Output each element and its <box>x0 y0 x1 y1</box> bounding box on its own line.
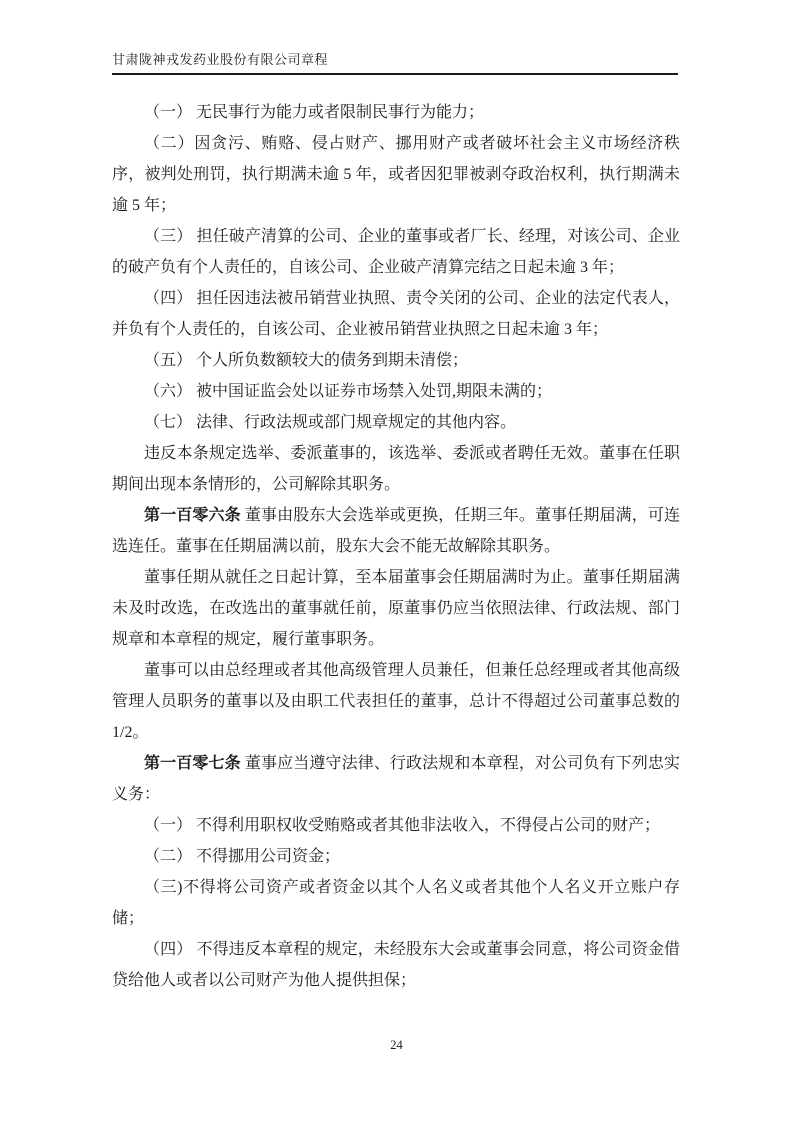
clause-item <box>112 810 680 841</box>
paragraph-text: 董事可以由总经理或者其他高级管理人员兼任，但兼任总经理或者其他高级管理人员职务的董事以及由职工代表担任的董事，总计不得超过公司董事总数的 1/2。 <box>112 662 680 741</box>
clause-item <box>112 283 680 345</box>
article-text: 董事应当遵守法律、行政法规和本章程，对公司负有下列忠实义务： <box>112 755 680 803</box>
clause-text: （一） 不得利用职权收受贿赂或者其他非法收入，不得侵占公司的财产； <box>144 817 661 834</box>
document-title: 甘肃陇神戎发药业股份有限公司章程 <box>112 52 329 67</box>
clause-text: （一） 无民事行为能力或者限制民事行为能力； <box>144 104 485 121</box>
clause-text: （二）因贪污、贿赂、侵占财产、挪用财产或者破坏社会主义市场经济秩序，被判处刑罚，执行期满未逾 5 年，或者因犯罪被剥夺政治权利，执行期满未逾 5 年； <box>112 135 680 214</box>
clause-item <box>112 97 680 128</box>
article-107-paragraph <box>112 748 680 810</box>
article-text: 董事由股东大会选举或更换，任期三年。董事任期届满，可连选连任。董事在任期届满以前，股东大会不能无故解除其职务。 <box>112 507 680 555</box>
clause-text: （七） 法律、行政法规或部门规章规定的其他内容。 <box>144 414 517 431</box>
document-header <box>112 52 678 75</box>
clause-text: （四） 不得违反本章程的规定，未经股东大会或董事会同意，将公司资金借贷给他人或者以公司财产为他人提供担保； <box>112 941 680 989</box>
article-106-paragraph <box>112 500 680 562</box>
page-number: 24 <box>390 1038 403 1052</box>
clause-text: （二） 不得挪用公司资金； <box>144 848 341 865</box>
clause-item <box>112 345 680 376</box>
paragraph <box>112 438 680 500</box>
paragraph <box>112 562 680 655</box>
clause-item <box>112 841 680 872</box>
clause-item <box>112 872 680 934</box>
article-number: 第一百零七条 <box>144 755 241 772</box>
clause-item <box>112 221 680 283</box>
clause-text: （五） 个人所负数额较大的债务到期未清偿； <box>144 352 469 369</box>
clause-text: （三） 担任破产清算的公司、企业的董事或者厂长、经理，对该公司、企业的破产负有个人责任的，自该公司、企业破产清算完结之日起未逾 3 年； <box>112 228 680 276</box>
article-number: 第一百零六条 <box>144 507 241 524</box>
clause-item <box>112 407 680 438</box>
document-footer <box>0 1037 793 1053</box>
clause-text: （三)不得将公司资产或者资金以其个人名义或者其他个人名义开立账户存储； <box>112 879 680 927</box>
clause-item <box>112 128 680 221</box>
paragraph-text: 违反本条规定选举、委派董事的，该选举、委派或者聘任无效。董事在任职期间出现本条情形的，公司解除其职务。 <box>112 445 680 493</box>
paragraph <box>112 655 680 748</box>
clause-item <box>112 376 680 407</box>
paragraph-text: 董事任期从就任之日起计算，至本届董事会任期届满时为止。董事任期届满未及时改选，在改选出的董事就任前，原董事仍应当依照法律、行政法规、部门规章和本章程的规定，履行董事职务。 <box>112 569 680 648</box>
clause-item <box>112 934 680 996</box>
document-body <box>112 97 680 996</box>
clause-text: （六） 被中国证监会处以证券市场禁入处罚,期限未满的； <box>144 383 553 400</box>
clause-text: （四） 担任因违法被吊销营业执照、责令关闭的公司、企业的法定代表人，并负有个人责任的，自该公司、企业被吊销营业执照之日起未逾 3 年； <box>112 290 680 338</box>
